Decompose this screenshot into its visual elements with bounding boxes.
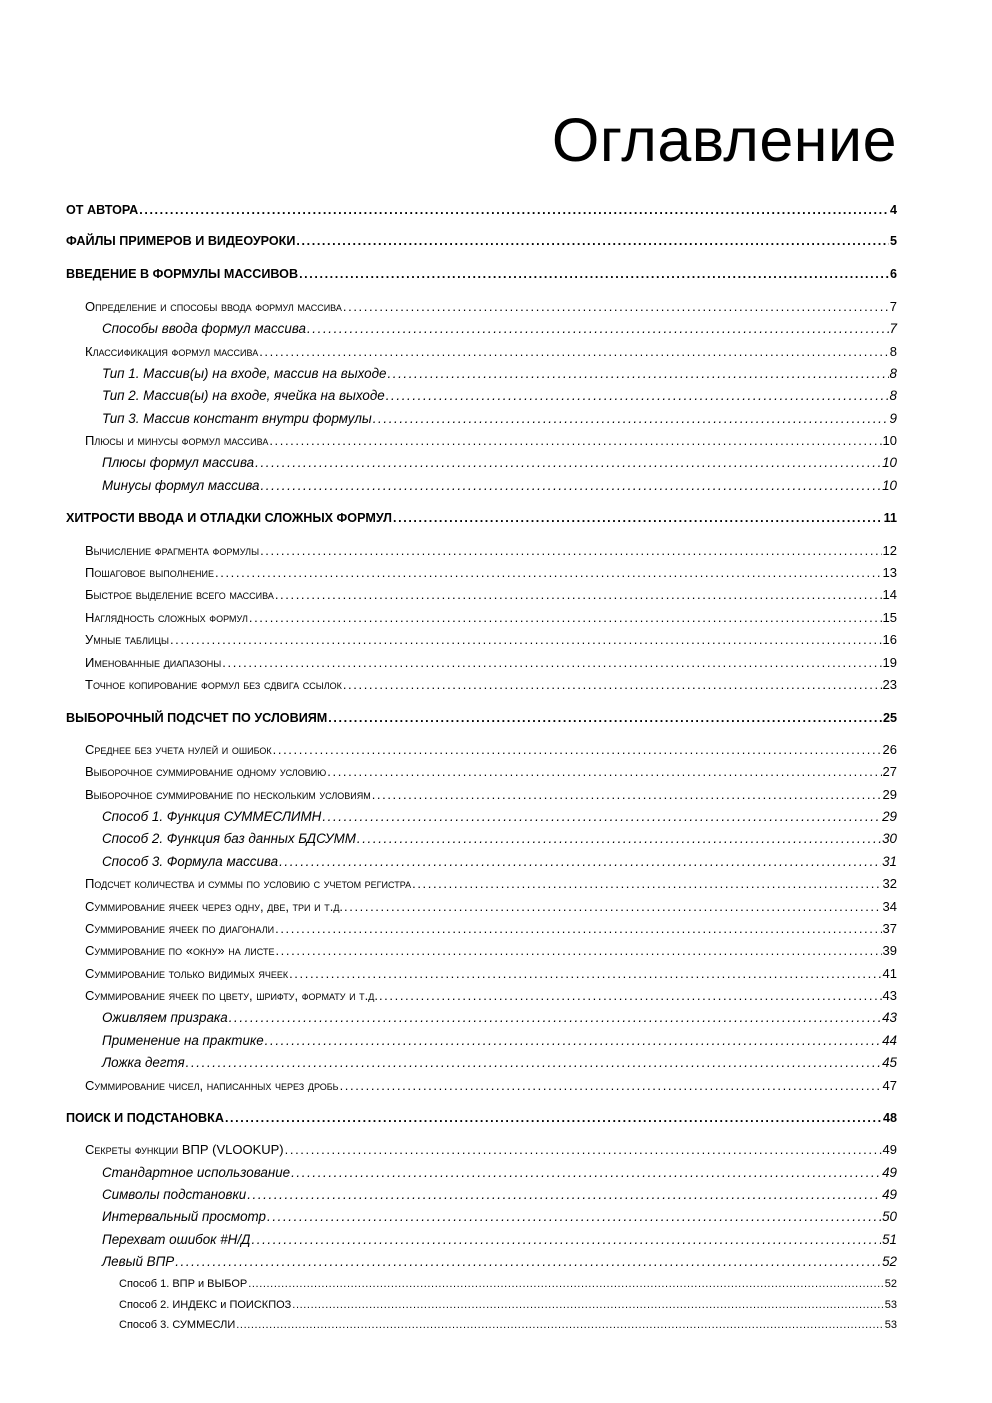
toc-entry[interactable] xyxy=(85,609,897,627)
toc-entry[interactable] xyxy=(102,387,897,405)
toc-entry-page-number: 13 xyxy=(882,565,897,580)
toc-entry-page-number: 8 xyxy=(889,366,897,381)
dot-leader xyxy=(379,987,882,1005)
toc-entry-page-number: 11 xyxy=(883,511,897,525)
toc-entry-page-number: 14 xyxy=(882,587,897,602)
toc-entry-page-number: 47 xyxy=(882,1078,897,1093)
toc-entry-page-number: 51 xyxy=(882,1232,897,1247)
toc-entry-page-number: 27 xyxy=(882,764,897,779)
toc-entry[interactable] xyxy=(102,808,897,826)
toc-entry-label: Определение и способы ввода формул массива xyxy=(85,299,342,314)
toc-entry[interactable] xyxy=(102,410,897,428)
toc-entry-page-number: 8 xyxy=(889,388,897,403)
toc-entry-page-number: 8 xyxy=(889,344,897,359)
toc-entry[interactable] xyxy=(102,1231,897,1249)
toc-entry-page-number: 32 xyxy=(882,876,897,891)
toc-entry-page-number: 7 xyxy=(889,299,897,314)
toc-entry-label: Способ 1. Функция СУММЕСЛИМН xyxy=(102,809,322,824)
toc-entry-label: Способ 3. СУММЕСЛИ xyxy=(119,1319,236,1331)
dot-leader xyxy=(170,631,882,649)
toc-entry-page-number: 15 xyxy=(882,610,897,625)
dot-leader xyxy=(267,1208,881,1226)
toc-entry-page-number: 10 xyxy=(882,433,897,448)
dot-leader xyxy=(215,564,882,582)
dot-leader xyxy=(265,1032,881,1050)
dot-leader xyxy=(275,586,882,604)
toc-entry[interactable] xyxy=(102,1186,897,1204)
toc-entry[interactable] xyxy=(66,509,897,527)
toc-entry-label: ОТ АВТОРА xyxy=(66,203,139,217)
dot-leader xyxy=(343,676,882,694)
toc-entry-label: Классификация формул массива xyxy=(85,344,259,359)
toc-entry-label: Среднее без учета нулей и ошибок xyxy=(85,742,272,757)
toc-entry-label: Плюсы и минусы формул массива xyxy=(85,433,269,448)
toc-entry-label: Способ 2. ИНДЕКС и ПОИСКПОЗ xyxy=(119,1299,292,1311)
dot-leader xyxy=(322,808,881,826)
toc-entry-label: Суммирование ячеек через одну, две, три и т.д. xyxy=(85,899,344,914)
dot-leader xyxy=(260,542,881,560)
dot-leader xyxy=(393,509,883,527)
toc-entry[interactable] xyxy=(85,763,897,781)
toc-entry[interactable] xyxy=(85,987,897,1005)
toc-entry-page-number: 23 xyxy=(882,677,897,692)
toc-entry-label: Перехват ошибок #Н/Д xyxy=(102,1232,251,1247)
toc-entry-page-number: 50 xyxy=(882,1209,897,1224)
toc-entry-label: ПОИСК И ПОДСТАНОВКА xyxy=(66,1111,224,1125)
toc-entry-label: Суммирование ячеек по диагонали xyxy=(85,921,275,936)
dot-leader xyxy=(275,942,881,960)
toc-entry[interactable] xyxy=(85,1141,897,1159)
toc-entry-page-number: 29 xyxy=(882,787,897,802)
toc-entry-label: Тип 2. Массив(ы) на входе, ячейка на выходе xyxy=(102,388,385,403)
toc-entry-page-number: 19 xyxy=(882,655,897,670)
toc-entry-label: Интервальный просмотр xyxy=(102,1209,267,1224)
toc-entry-label: Вычисление фрагмента формулы xyxy=(85,543,260,558)
dot-leader xyxy=(386,387,889,405)
toc-entry[interactable] xyxy=(102,454,897,472)
toc-entry-page-number: 29 xyxy=(882,809,897,824)
dot-leader xyxy=(307,320,889,338)
dot-leader xyxy=(249,609,882,627)
toc-entry-page-number: 43 xyxy=(882,988,897,1003)
toc-entry-page-number: 53 xyxy=(884,1319,897,1331)
toc-entry-page-number: 34 xyxy=(882,899,897,914)
toc-entry-label: Стандартное использование xyxy=(102,1165,291,1180)
toc-entry-label: Способ 3. Формула массива xyxy=(102,854,279,869)
toc-entry[interactable] xyxy=(85,298,897,316)
dot-leader xyxy=(255,454,881,472)
toc-entry-label: Именованные диапазоны xyxy=(85,655,222,670)
toc-entry-page-number: 53 xyxy=(884,1299,897,1311)
toc-entry-label: Левый ВПР xyxy=(102,1254,175,1269)
toc-entry-page-number: 52 xyxy=(882,1254,897,1269)
toc-entry-label: Способ 2. Функция баз данных БДСУММ xyxy=(102,831,356,846)
toc-entry[interactable] xyxy=(66,265,897,283)
toc-entry-page-number: 45 xyxy=(882,1055,897,1070)
toc-entry-label: Суммирование ячеек по цвету, шрифту, формату и т.д. xyxy=(85,988,378,1003)
toc-entry[interactable] xyxy=(102,1032,897,1050)
toc-entry[interactable] xyxy=(102,1164,897,1182)
dot-leader xyxy=(357,830,881,848)
toc-entry[interactable] xyxy=(85,1077,897,1095)
toc-entry-label: ФАЙЛЫ ПРИМЕРОВ И ВИДЕОУРОКИ xyxy=(66,234,296,248)
toc-entry-page-number: 48 xyxy=(882,1111,897,1125)
toc-entry-page-number: 30 xyxy=(882,831,897,846)
toc-entry-label: ВВЕДЕНИЕ В ФОРМУЛЫ МАССИВОВ xyxy=(66,267,299,281)
toc-entry-page-number: 12 xyxy=(882,543,897,558)
dot-leader xyxy=(372,786,882,804)
toc-entry[interactable] xyxy=(85,542,897,560)
toc-entry[interactable] xyxy=(66,232,897,250)
toc-entry-label: Умные таблицы xyxy=(85,632,169,647)
dot-leader xyxy=(175,1253,881,1271)
toc-entry-label: Способы ввода формул массива xyxy=(102,321,306,336)
toc-entry-label: Символы подстановки xyxy=(102,1187,247,1202)
dot-leader xyxy=(222,654,881,672)
toc-entry-page-number: 7 xyxy=(889,321,897,336)
toc-entry[interactable] xyxy=(66,1109,897,1127)
toc-entry[interactable] xyxy=(102,830,897,848)
toc-entry[interactable] xyxy=(85,942,897,960)
toc-entry-page-number: 52 xyxy=(884,1278,897,1290)
toc-entry[interactable] xyxy=(85,676,897,694)
dot-leader xyxy=(273,741,882,759)
toc-entry[interactable] xyxy=(102,365,897,383)
toc-entry[interactable] xyxy=(85,741,897,759)
toc-entry-label: Тип 1. Массив(ы) на входе, массив на выходе xyxy=(102,366,387,381)
toc-entry[interactable] xyxy=(66,201,897,219)
dot-leader xyxy=(285,1141,882,1159)
toc-entry[interactable] xyxy=(102,1208,897,1226)
page-title: Оглавление xyxy=(551,106,897,174)
dot-leader xyxy=(247,1186,881,1204)
toc-entry-page-number: 37 xyxy=(882,921,897,936)
dot-leader xyxy=(291,1164,881,1182)
toc-entry-label: Суммирование чисел, написанных через дробь xyxy=(85,1078,339,1093)
dot-leader xyxy=(279,853,881,871)
toc-entry-label: Выборочное суммирование одному условию xyxy=(85,764,327,779)
toc-entry[interactable] xyxy=(85,965,897,983)
dot-leader xyxy=(412,875,881,893)
toc-entry-label: Точное копирование формул без сдвига ссылок xyxy=(85,677,342,692)
dot-leader xyxy=(373,410,889,428)
toc-entry-page-number: 49 xyxy=(882,1187,897,1202)
toc-entry-page-number: 16 xyxy=(882,632,897,647)
toc-entry-label: Плюсы формул массива xyxy=(102,455,255,470)
toc-entry-page-number: 9 xyxy=(889,411,897,426)
toc-entry-page-number: 4 xyxy=(889,203,897,217)
dot-leader xyxy=(260,477,881,495)
toc-entry-page-number: 49 xyxy=(882,1142,897,1157)
toc-entry-page-number: 25 xyxy=(882,711,897,725)
toc-entry[interactable] xyxy=(119,1275,897,1293)
toc-entry[interactable] xyxy=(102,1253,897,1271)
dot-leader xyxy=(289,965,881,983)
toc-entry-page-number: 43 xyxy=(882,1010,897,1025)
dot-leader xyxy=(299,265,889,283)
toc-entry[interactable] xyxy=(102,1009,897,1027)
toc-entry[interactable] xyxy=(85,654,897,672)
dot-leader xyxy=(292,1296,883,1314)
toc-entry[interactable] xyxy=(66,709,897,727)
toc-entry-page-number: 10 xyxy=(882,478,897,493)
dot-leader xyxy=(328,709,882,727)
toc-entry[interactable] xyxy=(85,432,897,450)
toc-entry[interactable] xyxy=(102,1054,897,1072)
toc-entry-page-number: 49 xyxy=(882,1165,897,1180)
toc-entry-page-number: 44 xyxy=(882,1033,897,1048)
toc-entry-page-number: 10 xyxy=(882,455,897,470)
toc-entry-label: Пошаговое выполнение xyxy=(85,565,215,580)
toc-entry-page-number: 31 xyxy=(882,854,897,869)
toc-entry[interactable] xyxy=(85,898,897,916)
toc-entry-label: Тип 3. Массив констант внутри формулы xyxy=(102,411,372,426)
toc-entry-label: Выборочное суммирование по нескольким условиям xyxy=(85,787,371,802)
toc-entry-page-number: 5 xyxy=(889,234,897,248)
toc-entry-page-number: 6 xyxy=(889,267,897,281)
toc-entry-label: ХИТРОСТИ ВВОДА И ОТЛАДКИ СЛОЖНЫХ ФОРМУЛ xyxy=(66,511,393,525)
toc-entry[interactable] xyxy=(85,875,897,893)
dot-leader xyxy=(340,1077,882,1095)
dot-leader xyxy=(186,1054,881,1072)
toc-entry[interactable] xyxy=(85,920,897,938)
toc-entry-label: Суммирование только видимых ячеек xyxy=(85,966,289,981)
toc-entry[interactable] xyxy=(85,786,897,804)
toc-entry-label: Ложка дегтя xyxy=(102,1055,185,1070)
dot-leader xyxy=(236,1316,883,1334)
toc-entry[interactable] xyxy=(119,1316,897,1334)
toc-entry[interactable] xyxy=(102,477,897,495)
dot-leader xyxy=(344,898,882,916)
toc-entry-label: Наглядность сложных формул xyxy=(85,610,248,625)
toc-entry-page-number: 26 xyxy=(882,742,897,757)
dot-leader xyxy=(269,432,881,450)
dot-leader xyxy=(251,1231,881,1249)
dot-leader xyxy=(343,298,889,316)
toc-entry[interactable] xyxy=(102,853,897,871)
toc-entry-label: Суммирование по «окну» на листе xyxy=(85,943,275,958)
dot-leader xyxy=(387,365,888,383)
dot-leader xyxy=(225,1109,882,1127)
toc-entry-page-number: 39 xyxy=(882,943,897,958)
toc-entry[interactable] xyxy=(85,564,897,582)
toc-entry-label: Оживляем призрака xyxy=(102,1010,228,1025)
toc-entry[interactable] xyxy=(119,1296,897,1314)
toc-entry-label: ВЫБОРОЧНЫЙ ПОДСЧЕТ ПО УСЛОВИЯМ xyxy=(66,711,328,725)
toc-entry[interactable] xyxy=(85,631,897,649)
toc-entry[interactable] xyxy=(85,586,897,604)
toc-entry-label: Способ 1. ВПР и ВЫБОР xyxy=(119,1278,248,1290)
toc-entry-label: Секреты функции ВПР (VLOOKUP) xyxy=(85,1142,284,1157)
toc-entry[interactable] xyxy=(102,320,897,338)
toc-entry[interactable] xyxy=(85,343,897,361)
dot-leader xyxy=(248,1275,884,1293)
dot-leader xyxy=(229,1009,881,1027)
dot-leader xyxy=(259,343,889,361)
toc-entry-label: Минусы формул массива xyxy=(102,478,260,493)
dot-leader xyxy=(327,763,881,781)
dot-leader xyxy=(296,232,889,250)
toc-entry-label: Применение на практике xyxy=(102,1033,264,1048)
toc-entry-label: Быстрое выделение всего массива xyxy=(85,587,274,602)
toc-entry-page-number: 41 xyxy=(882,966,897,981)
dot-leader xyxy=(275,920,881,938)
toc-entry-label: Подсчет количества и суммы по условию с учетом регистра xyxy=(85,876,412,891)
dot-leader xyxy=(139,201,889,219)
